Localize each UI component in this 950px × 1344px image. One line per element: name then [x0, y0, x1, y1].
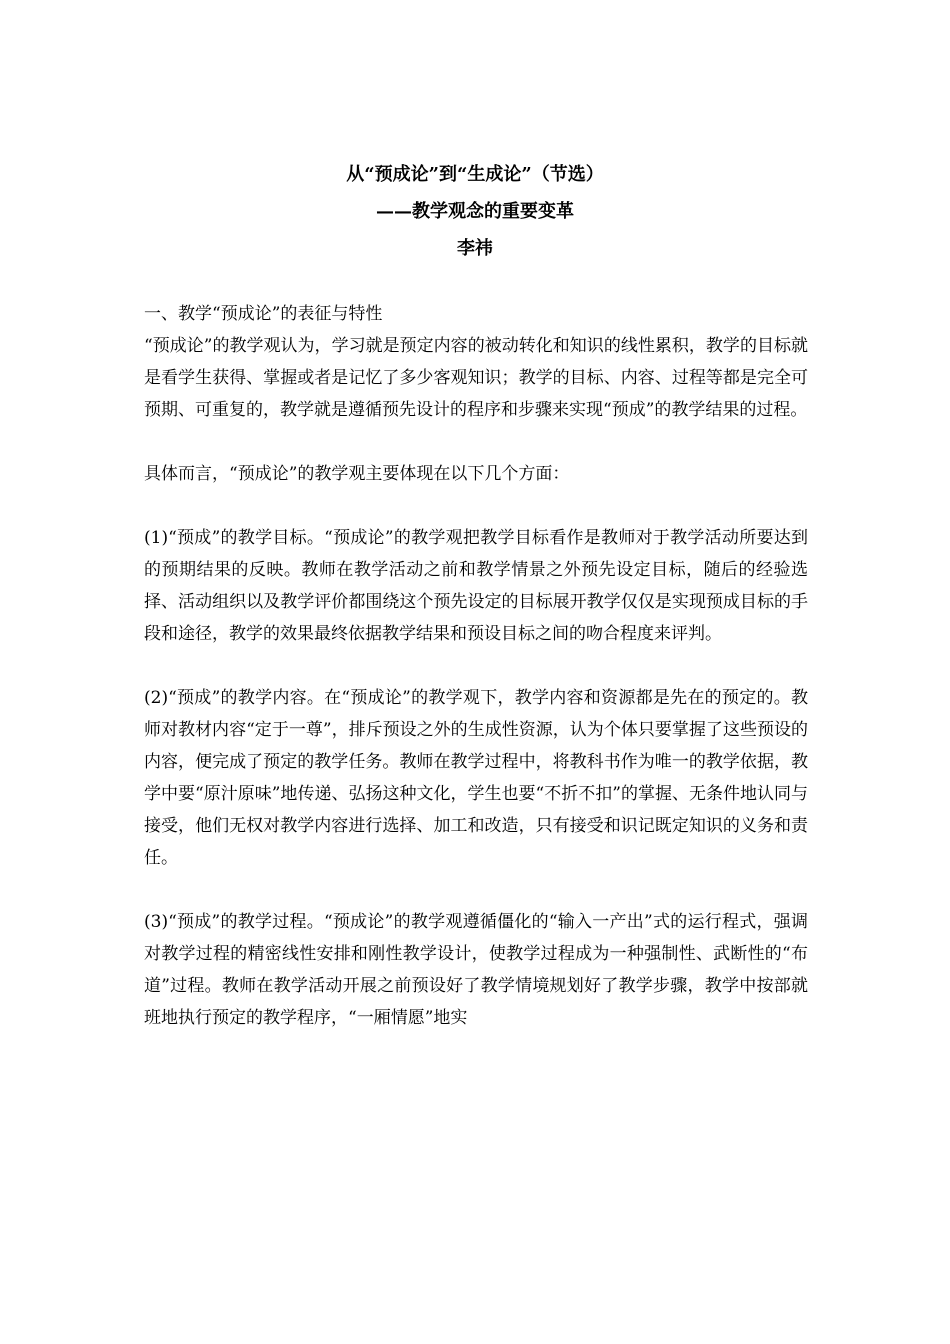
- document-subtitle: ——教学观念的重要变革: [376, 201, 574, 222]
- document-author: 李祎: [457, 238, 493, 259]
- paragraph-gap: [144, 426, 808, 458]
- lead-paragraph: 具体而言，“预成论”的教学观主要体现在以下几个方面：: [144, 464, 570, 484]
- paragraph-gap: [144, 490, 808, 522]
- title-block: [0, 156, 950, 267]
- section-heading: 一、教学“预成论”的表征与特性: [144, 304, 383, 324]
- intro-paragraph: “预成论”的教学观认为，学习就是预定内容的被动转化和知识的线性累积，教学的目标就是看学生获得、掌握或者是记忆了多少客观知识；教学的目标、内容、过程等都是完全可预期、可重复的，教学就是遵循预先设计的程序和步骤来实现“预成”的教学结果的过程。: [144, 336, 808, 420]
- paragraph-gap: [144, 874, 808, 906]
- point-3-paragraph: (3)“预成”的教学过程。“预成论”的教学观遵循僵化的“输入一产出”式的运行程式，强调对教学过程的精密线性安排和刚性教学设计，使教学过程成为一种强制性、武断性的“布道”过程。教师在教学活动开展之前预设好了教学情境规划好了教学步骤，教学中按部就班地执行预定的教学程序，“一厢情愿”地实: [144, 912, 808, 1028]
- document-body: [144, 298, 808, 1034]
- document-title: 从“预成论”到“生成论”（节选）: [346, 164, 604, 185]
- point-1-paragraph: (1)“预成”的教学目标。“预成论”的教学观把教学目标看作是教师对于教学活动所要达到的预期结果的反映。教师在教学活动之前和教学情景之外预先设定目标，随后的经验选择、活动组织以及教学评价都围绕这个预先设定的目标展开教学仅仅是实现预成目标的手段和途径，教学的效果最终依据教学结果和预设目标之间的吻合程度来评判。: [144, 528, 808, 644]
- point-2-paragraph: (2)“预成”的教学内容。在“预成论”的教学观下，教学内容和资源都是先在的预定的。教师对教材内容“定于一尊”，排斥预设之外的生成性资源，认为个体只要掌握了这些预设的内容，便完成了预定的教学任务。教师在教学过程中，将教科书作为唯一的教学依据，教学中要“原汁原味”地传递、弘扬这种文化，学生也要“不折不扣”的掌握、无条件地认同与接受，他们无权对教学内容进行选择、加工和改造，只有接受和识记既定知识的义务和责任。: [144, 688, 808, 868]
- paragraph-gap: [144, 650, 808, 682]
